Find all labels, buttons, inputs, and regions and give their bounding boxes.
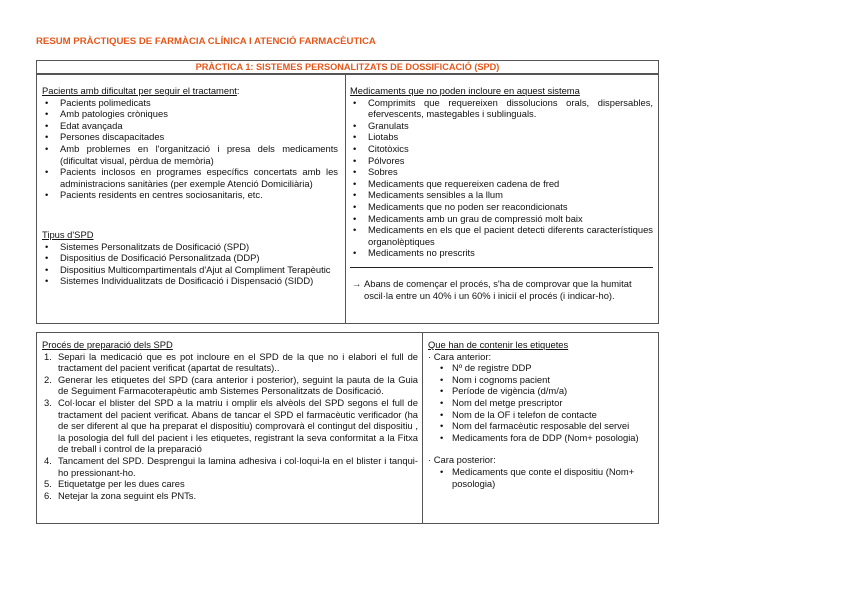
divider-line [350, 267, 653, 268]
tipus-heading: Tipus d'SPD [42, 229, 94, 240]
patients-list-item: • Pacients polimedicats [42, 97, 338, 109]
medicaments-list-item: • Medicaments que no poden ser reacondicionats [350, 201, 653, 213]
humidity-note [350, 278, 653, 301]
medicaments-list-item: • Medicaments que requereixen cadena de fred [350, 178, 653, 190]
column-divider [345, 75, 346, 323]
medicaments-list-item: • Medicaments sensibles a la llum [350, 189, 653, 201]
document-title: RESUM PRÀCTIQUES DE FARMÀCIA CLÍNICA I ATENCIÓ FARMACÈUTICA [36, 36, 376, 47]
patients-list-item: • Edat avançada [42, 120, 338, 132]
cara-anterior-item: • Nom del farmacèutic resposable del servei [428, 420, 656, 432]
medicaments-list-item: • Granulats [350, 120, 653, 132]
patients-list-item: • Persones discapacitades [42, 131, 338, 143]
tipus-list-item: • Sistemes Personalitzats de Dosificació (SPD) [42, 241, 338, 253]
top-section [36, 74, 659, 324]
medicaments-list-item: • Medicaments en els que el pacient detecti diferents característiques organolèptiques [350, 224, 653, 247]
practica-title-box [36, 60, 659, 74]
step-text: Generar les etiquetes del SPD (cara anterior i posterior), seguint la pauta de la Guia de Seguiment Farmacoterapèutic amb Sistemes Personalitzats de Dosificació. [58, 373, 418, 397]
arrow-icon: → [352, 277, 362, 289]
medicaments-section [350, 85, 653, 301]
patients-list-item: • Pacients inclosos en programes específics concertats amb les administracions sanitàries (per exemple Atenció Domiciliària) [42, 166, 338, 189]
step-number: 3. [44, 396, 52, 408]
etiquetes-heading: Que han de contenir les etiquetes [428, 339, 569, 350]
cara-anterior-item: • Medicaments fora de DDP (Nom+ posologia) [428, 432, 656, 444]
medicaments-list-item: • Comprimits que requereixen dissolucions orals, dispersables, efervescents, mastegables i sublinguals. [350, 97, 653, 120]
cara-anterior-item: • Nom i cognoms pacient [428, 374, 656, 386]
step-text: Col·locar el blister del SPD a la matriu i omplir els alvèols del SPD segons el full de tractament del pacient verificat. Abans de tancar el SPD el farmacèutic verificador (ha de ser diferent al que ha preparat el dispositiu) comprovarà el contingut del dispositiu , la posologia del full del pacient i les etiquetes, registrant la seva conformitat a la Fitxa de treball i control de la preparació [58, 396, 418, 455]
medicaments-list-item: • Sobres [350, 166, 653, 178]
step-number: 5. [44, 478, 52, 490]
medicaments-list [350, 97, 653, 259]
step-number: 4. [44, 454, 52, 466]
step-text: Tancament del SPD. Desprengui la lamina adhesiva i col·loqui-la en el blister i tanqui-ho pressionant-ho. [58, 454, 418, 478]
bottom-section [36, 332, 659, 524]
medicaments-heading: Medicaments que no poden incloure en aquest sistema [350, 85, 580, 96]
proces-step [42, 374, 418, 397]
medicaments-list-item: • Liotabs [350, 131, 653, 143]
medicaments-list-item: • Medicaments amb un grau de compressió molt baix [350, 213, 653, 225]
patients-section: Pacients amb dificultat per seguir el tractament: • Pacients polimedicats • Amb patologies cròniques • Edat avançada • Persones discapacitades • Amb problemes en l'organització i presa dels medicaments (dificultat visual, pèrdua de memòria) • Pacients inclosos en programes específics concertats amb les administracions sanitàries (per exemple Atenció Domiciliària) • Pacients residents en centres sociosanitaris, etc. [42, 85, 338, 201]
cara-anterior-item: • Nom de la OF i telefon de contacte [428, 409, 656, 421]
tipus-list-item: • Dispositius Multicompartimentals d'Ajut al Compliment Terapèutic [42, 264, 338, 276]
proces-list [42, 351, 418, 502]
patients-list-item: • Amb problemes en l'organització i presa dels medicaments (dificultat visual, pèrdua de memòria) [42, 143, 338, 166]
cara-posterior-list [428, 466, 656, 489]
step-number: 1. [44, 350, 52, 362]
proces-step [42, 351, 418, 374]
cara-anterior-item: • Període de vigència (d/m/a) [428, 385, 656, 397]
practica-title: PRÀCTICA 1: SISTEMES PERSONALITZATS DE DOSSIFICACIÓ (SPD) [195, 62, 500, 72]
etiquetes-section [428, 339, 656, 489]
step-number: 6. [44, 489, 52, 501]
tipus-section [42, 229, 338, 287]
proces-heading: Procés de preparació dels SPD [42, 339, 173, 350]
humidity-note-text: Abans de començar el procés, s'ha de comprovar que la humitat oscil·la entre un 40% i un 60% i inicií el procés (i indicar-ho). [364, 277, 632, 301]
cara-anterior-item: • Nº de registre DDP [428, 362, 656, 374]
cara-anterior-item: • Nom del metge prescriptor [428, 397, 656, 409]
column-divider [422, 333, 423, 523]
step-number: 2. [44, 373, 52, 385]
step-text: Netejar la zona seguint els PNTs. [58, 489, 197, 501]
proces-step [42, 478, 418, 490]
patients-list-item: • Amb patologies cròniques [42, 108, 338, 120]
patients-list-item: • Pacients residents en centres sociosanitaris, etc. [42, 189, 338, 201]
tipus-list-item: • Sistemes Individualitzats de Dosificació i Dispensació (SIDD) [42, 275, 338, 287]
cara-posterior-label: · Cara posterior: [428, 454, 496, 466]
proces-step [42, 455, 418, 478]
medicaments-list-item: • Pólvores [350, 155, 653, 167]
tipus-list [42, 241, 338, 287]
proces-section [42, 339, 418, 501]
step-text: Etiquetatge per les dues cares [58, 478, 185, 490]
medicaments-list-item: • Citotòxics [350, 143, 653, 155]
cara-anterior-list [428, 362, 656, 443]
tipus-list-item: • Dispositius de Dosificació Personalitzada (DDP) [42, 252, 338, 264]
cara-anterior-label: · Cara anterior: [428, 350, 492, 362]
patients-heading: Pacients amb dificultat per seguir el tractament [42, 85, 237, 96]
medicaments-list-item: • Medicaments no prescrits [350, 247, 653, 259]
proces-step [42, 397, 418, 455]
step-text: Separi la medicació que es pot incloure en el SPD de la que no i elabori el full de tractament del pacient verificat (apartat de resultats).. [58, 350, 418, 374]
cara-posterior-item: • Medicaments que conte el dispositiu (Nom+ posologia) [428, 466, 656, 489]
patients-list [42, 97, 338, 201]
proces-step [42, 490, 418, 502]
